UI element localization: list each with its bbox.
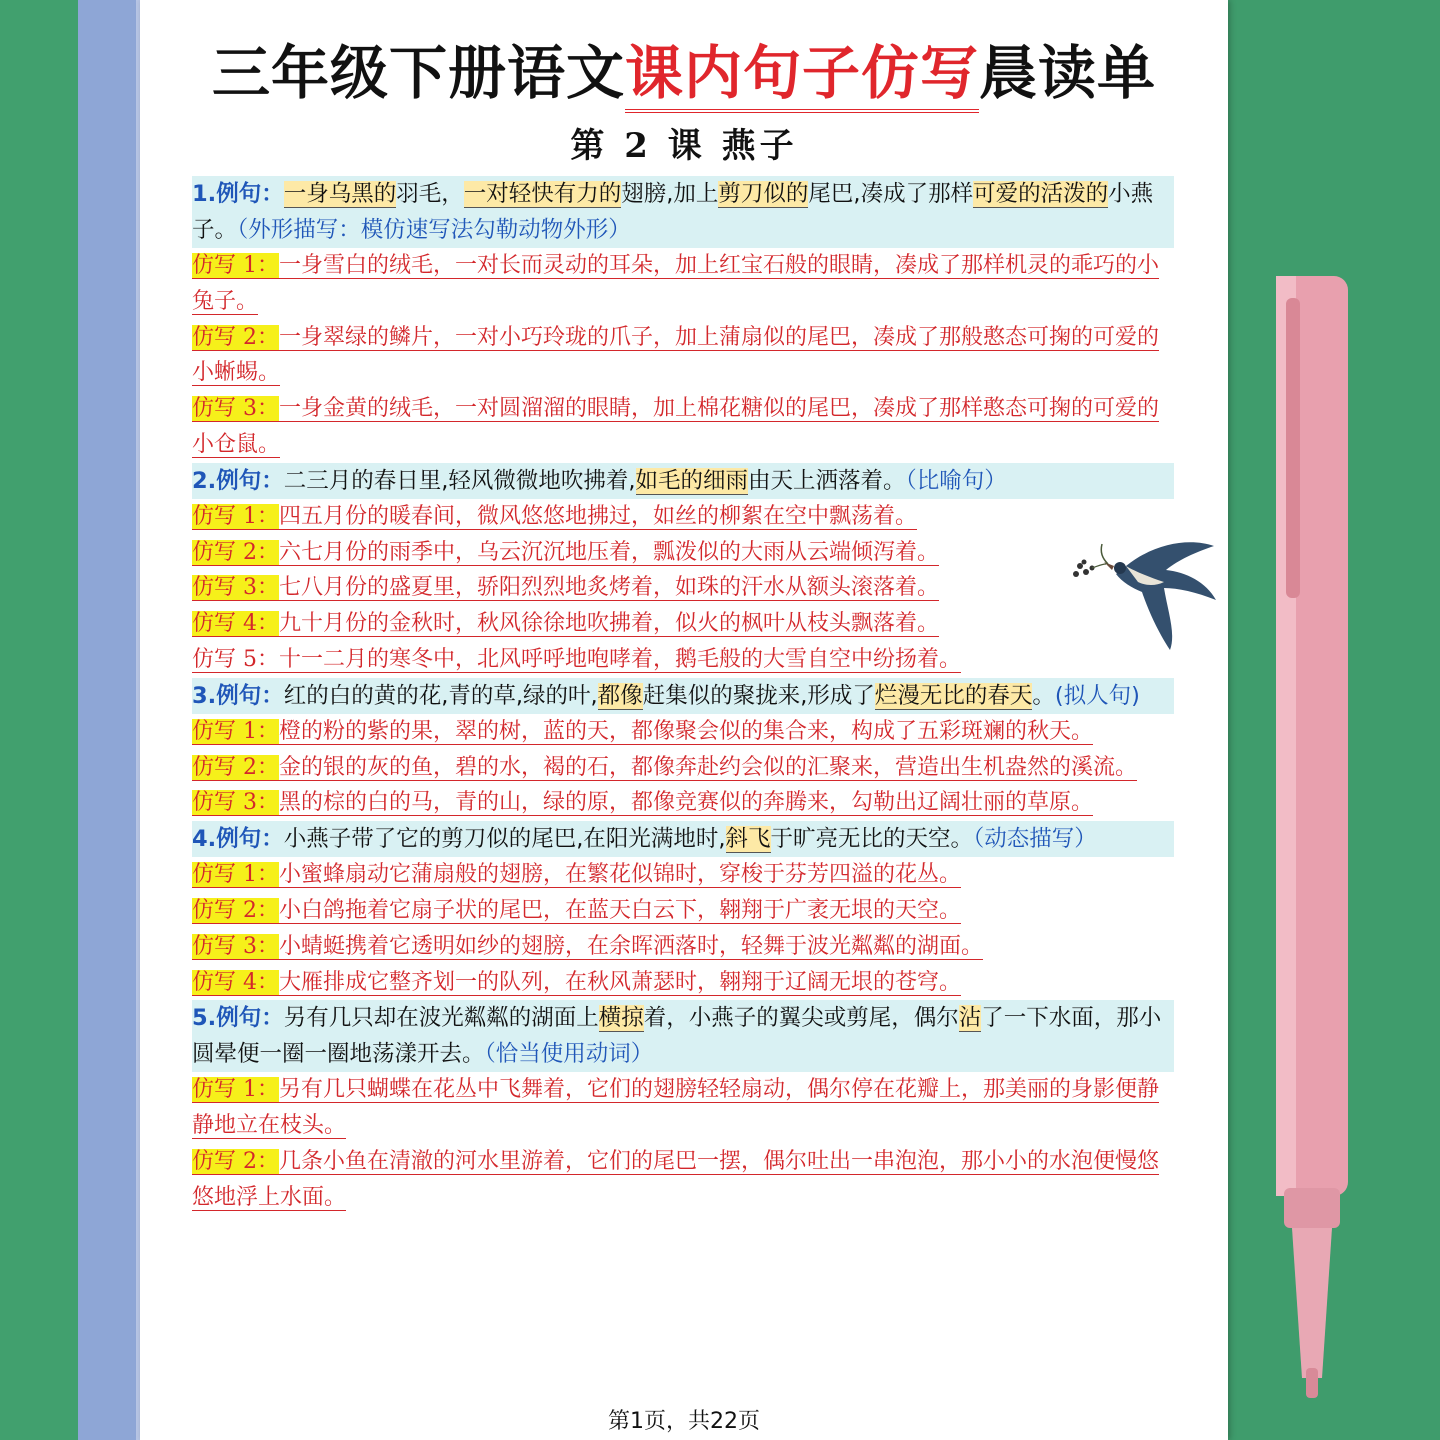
- sentence-type-note: （恰当使用动词）: [484, 1041, 654, 1068]
- imitation-text: 几条小鱼在清澈的河水里游着，它们的尾巴一摆，偶尔吐出一串泡泡，那小小的水泡便慢悠悠地浮上水面。: [192, 1148, 1160, 1210]
- imitation-text: 小蜻蜓携着它透明如纱的翅膀，在余晖洒落时，轻舞于波光粼粼的湖面。: [279, 933, 984, 959]
- page-title: [140, 26, 1228, 110]
- imitation-text: 九十月份的金秋时，秋风徐徐地吹拂着，似火的枫叶从枝头飘落着。: [279, 611, 940, 637]
- example-sentence: [192, 463, 1174, 499]
- lesson-heading: 第 2 课 燕子: [570, 126, 798, 166]
- example-text: 另有几只却在波光粼粼的湖面上: [283, 1005, 599, 1032]
- imitation-text: 橙的粉的紫的果，翠的树，蓝的天，都像聚会似的集合来，构成了五彩斑斓的秋天。: [279, 718, 1094, 744]
- imitation-sentence: [192, 714, 1174, 750]
- background-green: [0, 0, 80, 1440]
- imitation-sentence: [192, 606, 1174, 642]
- imitation-text: 小白鸽拖着它扇子状的尾巴，在蓝天白云下，翱翔于广袤无垠的天空。: [279, 897, 962, 923]
- imitation-label: 仿写 3：: [192, 396, 279, 422]
- sentence-sections: [192, 176, 1174, 1216]
- imitation-label: 仿写 3：: [192, 575, 279, 601]
- example-label: 4.例句：: [192, 826, 284, 853]
- imitation-text: 黑的棕的白的马，青的山，绿的原，都像竞赛似的奔腾来，勾勒出辽阔壮丽的草原。: [279, 790, 1094, 816]
- example-label: 2.例句：: [192, 467, 284, 494]
- title-part1: 三年级下册语文: [211, 39, 625, 107]
- imitation-label: 仿写 2：: [192, 754, 279, 780]
- example-sentence: [192, 1000, 1174, 1072]
- sentence-type-note: （比喻句）: [905, 467, 1007, 494]
- imitation-label: 仿写 1：: [192, 503, 279, 529]
- example-text: 了一下水面，那小圆晕便一圈一圈地荡漾开去。: [192, 1005, 1162, 1068]
- highlighted-phrase: 横掠: [598, 1005, 644, 1032]
- imitation-sentence: [192, 642, 1174, 678]
- example-label: 1.例句：: [192, 181, 284, 207]
- imitation-text: 小蜜蜂扇动它蒲扇般的翅膀，在繁花似锦时，穿梭于芬芳四溢的花丛。: [279, 862, 962, 888]
- example-sentence: [192, 176, 1174, 248]
- imitation-sentence: [192, 750, 1174, 786]
- worksheet-page: [140, 0, 1228, 1440]
- imitation-label: 仿写 1：: [192, 718, 279, 744]
- imitation-text: 一身金黄的绒毛，一对圆溜溜的眼睛，加上棉花糖似的尾巴，凑成了那样憨态可掬的可爱的小仓鼠。: [192, 396, 1160, 457]
- sentence-type-note: （动态描写）: [973, 826, 1097, 853]
- imitation-label: 仿写 2：: [192, 324, 279, 350]
- title-part3: 晨读单: [979, 39, 1157, 107]
- example-text: 二三月的春日里,轻风微微地吹拂着,: [283, 467, 636, 494]
- page-footer: 第1页，共22页: [608, 1409, 760, 1434]
- imitation-sentence: [192, 893, 1174, 929]
- example-label: 3.例句：: [192, 682, 284, 709]
- imitation-text: 金的银的灰的鱼，碧的水，褐的石，都像奔赴约会似的汇聚来，营造出生机盎然的溪流。: [279, 754, 1138, 780]
- imitation-label: 仿写 4：: [192, 611, 279, 637]
- imitation-label: 仿写 2：: [192, 539, 279, 565]
- imitation-sentence: [192, 1144, 1174, 1216]
- highlighted-phrase: 可爱的活泼的: [973, 181, 1109, 207]
- title-highlight: 课内句子仿写: [625, 39, 979, 113]
- imitation-label: 仿写 1：: [192, 1077, 279, 1103]
- example-text: 尾巴,凑成了那样: [808, 181, 974, 207]
- example-text: 。: [1032, 682, 1055, 709]
- imitation-sentence: [192, 965, 1174, 1001]
- example-text: 小燕子。: [192, 181, 1154, 243]
- imitation-text: 六七月份的雨季中，乌云沉沉地压着，瓢泼似的大雨从云端倾泻着。: [279, 539, 940, 565]
- background-blue-folder: [78, 0, 140, 1440]
- highlighted-phrase: 斜飞: [725, 826, 771, 853]
- imitation-label: 仿写 2：: [192, 897, 279, 923]
- example-text: 羽毛，: [396, 181, 464, 207]
- imitation-sentence: [192, 570, 1174, 606]
- example-text: 赶集似的聚拢来,形成了: [642, 682, 875, 709]
- imitation-sentence: [192, 535, 1174, 571]
- highlighted-phrase: 如毛的细雨: [635, 467, 749, 494]
- imitation-text: 大雁排成它整齐划一的队列，在秋风萧瑟时，翱翔于辽阔无垠的苍穹。: [279, 969, 962, 995]
- imitation-text: 另有几只蝴蝶在花丛中飞舞着，它们的翅膀轻轻扇动，偶尔停在花瓣上，那美丽的身影便静静地立在枝头。: [192, 1077, 1160, 1139]
- imitation-label: 仿写 2：: [192, 1148, 279, 1174]
- imitation-label: 仿写 5：: [192, 646, 279, 672]
- imitation-sentence: [192, 1072, 1174, 1144]
- imitation-label: 仿写 4：: [192, 969, 279, 995]
- imitation-sentence: [192, 248, 1174, 320]
- highlighted-phrase: 一身乌黑的: [283, 181, 397, 207]
- highlighted-phrase: 沾: [958, 1005, 982, 1032]
- pink-pen: [1262, 258, 1372, 1408]
- example-text: 红的白的黄的花,青的草,绿的叶,: [283, 682, 598, 709]
- imitation-sentence: [192, 857, 1174, 893]
- imitation-sentence: [192, 499, 1174, 535]
- imitation-text: 七八月份的盛夏里，骄阳烈烈地炙烤着，如珠的汗水从额头滚落着。: [279, 575, 940, 601]
- highlighted-phrase: 烂漫无比的春天: [874, 682, 1033, 709]
- imitation-text: 十一二月的寒冬中，北风呼呼地咆哮着，鹅毛般的大雪自空中纷扬着。: [279, 646, 962, 672]
- imitation-sentence: [192, 391, 1174, 463]
- swallow-illustration: [1066, 522, 1246, 672]
- imitation-sentence: [192, 320, 1174, 392]
- imitation-label: 仿写 1：: [192, 862, 279, 888]
- highlighted-phrase: 一对轻快有力的: [463, 181, 622, 207]
- example-text: 小燕子带了它的剪刀似的尾巴,在阳光满地时,: [283, 826, 726, 853]
- example-sentence: [192, 821, 1174, 857]
- imitation-text: 一身雪白的绒毛，一对长而灵动的耳朵，加上红宝石般的眼睛，凑成了那样机灵的乖巧的小兔子。: [192, 253, 1160, 314]
- sentence-type-note: （外形描写：模仿速写法勾勒动物外形）: [237, 217, 631, 243]
- imitation-sentence: [192, 785, 1174, 821]
- example-sentence: [192, 678, 1174, 714]
- imitation-label: 仿写 3：: [192, 790, 279, 816]
- highlighted-phrase: 剪刀似的: [718, 181, 809, 207]
- example-label: 5.例句：: [192, 1005, 284, 1032]
- imitation-label: 仿写 3：: [192, 933, 279, 959]
- highlighted-phrase: 都像: [597, 682, 643, 709]
- imitation-text: 四五月份的暖春间，微风悠悠地拂过，如丝的柳絮在空中飘荡着。: [279, 503, 918, 529]
- example-text: 于旷亮无比的天空。: [770, 826, 974, 853]
- sentence-type-note: (拟人句): [1054, 682, 1140, 709]
- imitation-label: 仿写 1：: [192, 253, 279, 278]
- example-text: 着，小燕子的翼尖或剪尾，偶尔: [643, 1005, 959, 1032]
- example-text: 由天上洒落着。: [748, 467, 906, 494]
- example-text: 翅膀,加上: [621, 181, 719, 207]
- imitation-text: 一身翠绿的鳞片，一对小巧玲珑的爪子，加上蒲扇似的尾巴，凑成了那般憨态可掬的可爱的小蜥蜴。: [192, 324, 1160, 386]
- imitation-sentence: [192, 929, 1174, 965]
